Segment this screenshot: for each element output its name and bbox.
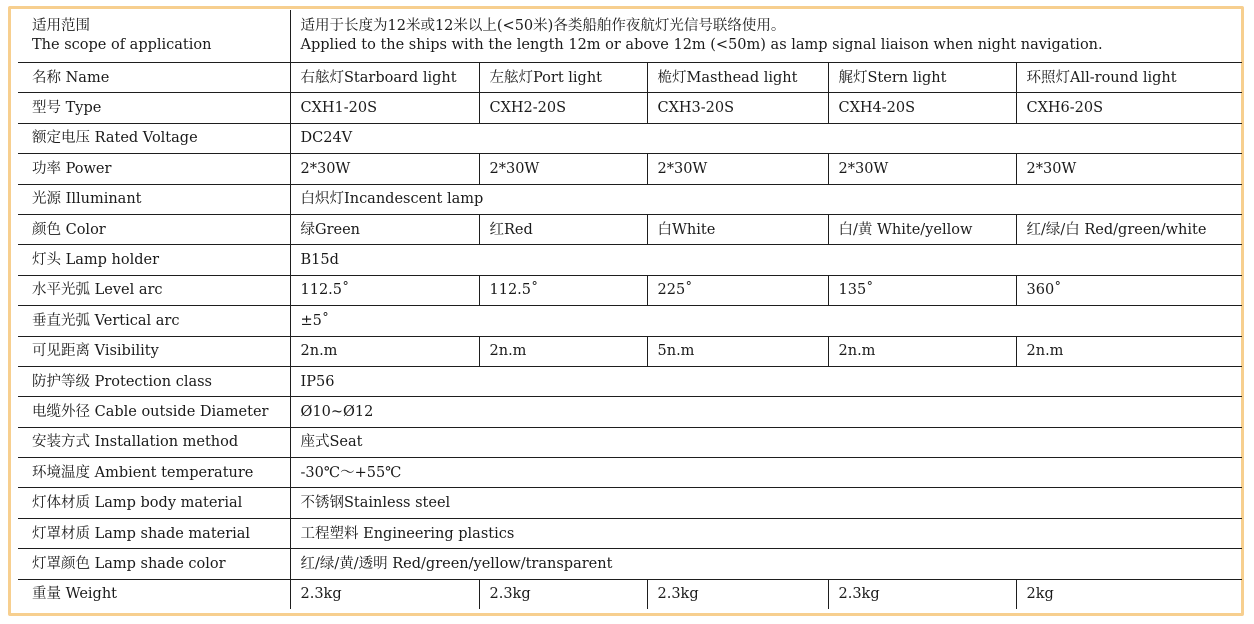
spec-value: 白/黄 White/yellow bbox=[828, 214, 1016, 244]
scope-label bbox=[18, 10, 290, 63]
spec-row-label: 灯体材质 Lamp body material bbox=[18, 488, 290, 518]
spec-row-label: 环境温度 Ambient temperature bbox=[18, 458, 290, 488]
spec-value: 艉灯Stern light bbox=[828, 63, 1016, 93]
spec-row bbox=[18, 123, 1242, 153]
spec-value: IP56 bbox=[290, 366, 1242, 396]
spec-row bbox=[18, 488, 1242, 518]
spec-value: DC24V bbox=[290, 123, 1242, 153]
spec-row-label: 水平光弧 Level arc bbox=[18, 275, 290, 305]
spec-row-label: 功率 Power bbox=[18, 154, 290, 184]
spec-row bbox=[18, 93, 1242, 123]
spec-value: 红/绿/黄/透明 Red/green/yellow/transparent bbox=[290, 549, 1242, 579]
spec-row-label: 光源 Illuminant bbox=[18, 184, 290, 214]
spec-row-label: 灯头 Lamp holder bbox=[18, 245, 290, 275]
spec-value: 工程塑料 Engineering plastics bbox=[290, 518, 1242, 548]
spec-row-label: 重量 Weight bbox=[32, 586, 117, 603]
spec-row bbox=[18, 306, 1242, 336]
spec-value: 135˚ bbox=[828, 275, 1016, 305]
spec-value: 2.3kg bbox=[290, 579, 479, 609]
spec-row bbox=[18, 549, 1242, 579]
spec-value: CXH4-20S bbox=[828, 93, 1016, 123]
spec-value: 2*30W bbox=[1016, 154, 1242, 184]
spec-row bbox=[18, 275, 1242, 305]
spec-value: CXH3-20S bbox=[647, 93, 828, 123]
spec-value: 绿Green bbox=[290, 214, 479, 244]
spec-value: 2*30W bbox=[647, 154, 828, 184]
spec-row bbox=[18, 397, 1242, 427]
spec-row bbox=[18, 579, 1242, 609]
spec-value: ±5˚ bbox=[290, 306, 1242, 336]
spec-row bbox=[18, 154, 1242, 184]
spec-row-label: 垂直光弧 Vertical arc bbox=[18, 306, 290, 336]
spec-table bbox=[18, 10, 1242, 609]
spec-value: 2n.m bbox=[1016, 336, 1242, 366]
spec-value: 环照灯All-round light bbox=[1016, 63, 1242, 93]
spec-value: 2n.m bbox=[828, 336, 1016, 366]
spec-value: B15d bbox=[290, 245, 1242, 275]
spec-row bbox=[18, 366, 1242, 396]
spec-value: 2.3kg bbox=[479, 579, 647, 609]
spec-row-label: 电缆外径 Cable outside Diameter bbox=[18, 397, 290, 427]
spec-row-label: 灯罩颜色 Lamp shade color bbox=[18, 549, 290, 579]
spec-value: 112.5˚ bbox=[479, 275, 647, 305]
scope-text-cn: 适用于长度为12米或12米以上(<50米)各类船舶作夜航灯光信号联络使用。 bbox=[300, 18, 786, 34]
spec-value: Ø10~Ø12 bbox=[290, 397, 1242, 427]
spec-row-label: 颜色 Color bbox=[18, 214, 290, 244]
spec-row bbox=[18, 245, 1242, 275]
spec-row-label: 灯罩材质 Lamp shade material bbox=[18, 518, 290, 548]
spec-row-label: 型号 Type bbox=[18, 93, 290, 123]
spec-row bbox=[18, 427, 1242, 457]
spec-row bbox=[18, 214, 1242, 244]
spec-value: 2n.m bbox=[479, 336, 647, 366]
spec-value: 5n.m bbox=[647, 336, 828, 366]
spec-value: CXH1-20S bbox=[290, 93, 479, 123]
spec-value: -30℃～+55℃ bbox=[290, 458, 1242, 488]
spec-row-label: 可见距离 Visibility bbox=[18, 336, 290, 366]
spec-row-label: 安装方式 Installation method bbox=[18, 427, 290, 457]
spec-row-label: 额定电压 Rated Voltage bbox=[18, 123, 290, 153]
spec-row bbox=[18, 518, 1242, 548]
spec-value: 白炽灯Incandescent lamp bbox=[290, 184, 1242, 214]
spec-value: 座式Seat bbox=[290, 427, 1242, 457]
spec-value: 2.3kg bbox=[647, 579, 828, 609]
spec-value: 桅灯Masthead light bbox=[647, 63, 828, 93]
spec-value: 112.5˚ bbox=[290, 275, 479, 305]
spec-value: 2*30W bbox=[828, 154, 1016, 184]
spec-value: CXH2-20S bbox=[479, 93, 647, 123]
spec-row bbox=[18, 458, 1242, 488]
spec-value: CXH6-20S bbox=[1016, 93, 1242, 123]
spec-value: 左舷灯Port light bbox=[479, 63, 647, 93]
spec-value: 2kg bbox=[1016, 579, 1242, 609]
spec-value: 225˚ bbox=[647, 275, 828, 305]
spec-value: 红/绿/白 Red/green/white bbox=[1016, 214, 1242, 244]
scope-row bbox=[18, 10, 1242, 63]
spec-row-label: 防护等级 Protection class bbox=[18, 366, 290, 396]
spec-row bbox=[18, 336, 1242, 366]
spec-value: 360˚ bbox=[1016, 275, 1242, 305]
spec-value: 2.3kg bbox=[828, 579, 1016, 609]
spec-row bbox=[18, 63, 1242, 93]
spec-value: 2*30W bbox=[290, 154, 479, 184]
spec-value: 2*30W bbox=[479, 154, 647, 184]
scope-text-en: Applied to the ships with the length 12m or above 12m (<50m) as lamp signal liaison when night navigation. bbox=[300, 37, 1103, 53]
spec-row bbox=[18, 184, 1242, 214]
spec-value: 白White bbox=[647, 214, 828, 244]
spec-value: 不锈钢Stainless steel bbox=[290, 488, 1242, 518]
scope-value bbox=[290, 10, 1242, 63]
spec-value: 红Red bbox=[479, 214, 647, 244]
spec-value: 2n.m bbox=[290, 336, 479, 366]
scope-label-cn: 适用范围 bbox=[32, 18, 90, 34]
scope-label-en: The scope of application bbox=[32, 37, 212, 53]
spec-value: 右舷灯Starboard light bbox=[290, 63, 479, 93]
spec-row-label: 名称 Name bbox=[18, 63, 290, 93]
